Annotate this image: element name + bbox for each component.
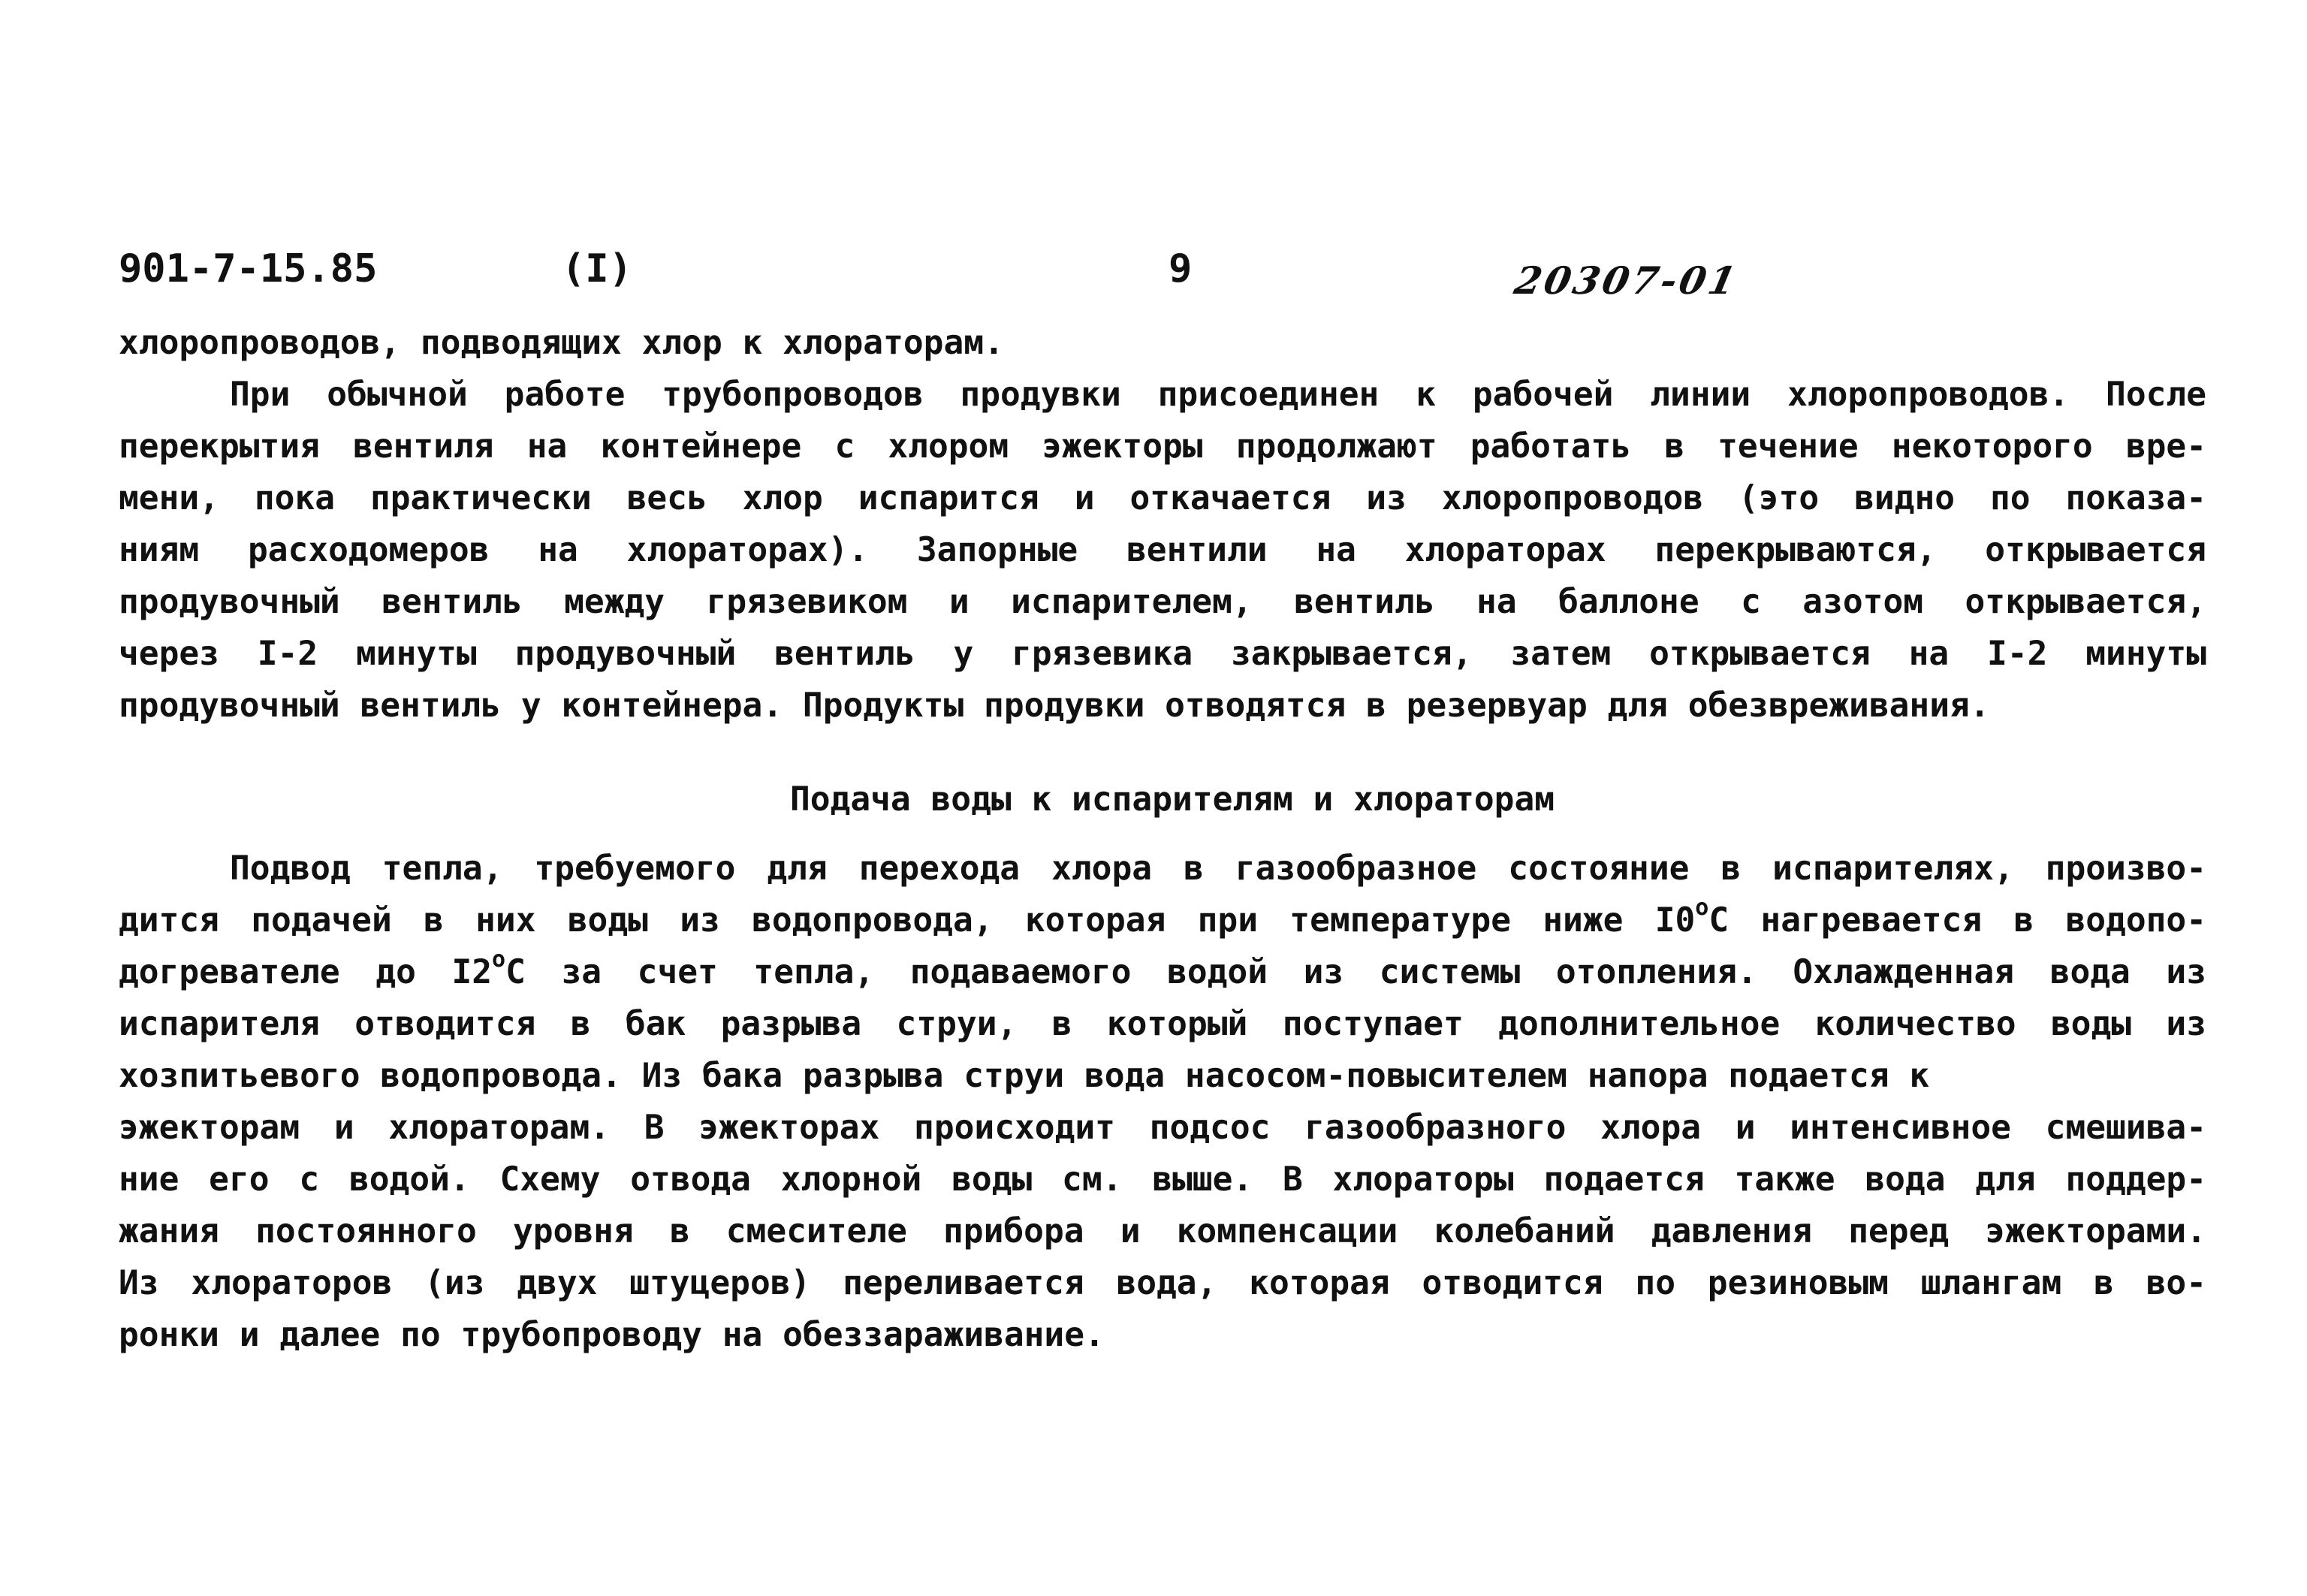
edition-number: (I) <box>562 246 632 291</box>
text-line: продувочный вентиль между грязевиком и испарителем, вентиль на баллоне с азотом открывается, <box>119 583 2206 621</box>
handwritten-inventory-number: 20307-01 <box>1510 258 1743 303</box>
text-segment: догревателе до I2 <box>119 953 493 991</box>
text-line: При обычной работе трубопроводов продувки присоединен к рабочей линии хлоропроводов. После <box>230 376 2206 414</box>
section-heading <box>0 774 2307 825</box>
text-line <box>119 946 2206 998</box>
document-code: 901-7-15.85 <box>119 246 378 291</box>
text-segment: C нагревается в водопо- <box>1708 901 2206 940</box>
page-header <box>119 239 2191 306</box>
degree-superscript: o <box>492 946 506 973</box>
degree-superscript: o <box>1695 895 1709 921</box>
text-line: перекрытия вентиля на контейнере с хлором эжекторы продолжают работать в течение некоторого вре- <box>119 427 2206 466</box>
text-line: продувочный вентиль у контейнера. Продукты продувки отводятся в резервуар для обезвреживания. <box>119 686 1990 725</box>
text-line: ние его с водой. Схему отвода хлорной воды см. выше. В хлораторы подается также вода для поддер- <box>119 1160 2206 1199</box>
section-heading-text: Подача воды к испарителям и хлораторам <box>789 780 1555 819</box>
text-segment: дится подачей в них воды из водопровода, которая при температуре ниже I0 <box>119 901 1696 940</box>
water-supply-text-block <box>119 843 2206 1361</box>
text-line: мени, пока практически весь хлор испарится и откачается из хлоропроводов (это видно по показа- <box>119 479 2206 517</box>
text-line: Из хлораторов (из двух штуцеров) переливается вода, которая отводится по резиновым шлангам в во- <box>119 1264 2206 1302</box>
text-line <box>119 895 2206 946</box>
text-line: хлоропроводов, подводящих хлор к хлораторам. <box>119 324 1004 362</box>
text-line: ниям расходомеров на хлораторах). Запорные вентили на хлораторах перекрываются, открывается <box>119 531 2206 569</box>
text-line: Подвод тепла, требуемого для перехода хлора в газообразное состояние в испарителях, произво- <box>230 849 2206 888</box>
text-line: жания постоянного уровня в смесителе прибора и компенсации колебаний давления перед эжекторами. <box>119 1212 2206 1251</box>
text-line: хозпитьевого водопровода. Из бака разрыва струи вода насосом-повысителем напора подается к <box>119 1057 1930 1095</box>
text-line: испарителя отводится в бак разрыва струи, в который поступает дополнительное количество воды из <box>119 1005 2206 1043</box>
text-line: ронки и далее по трубопроводу на обеззараживание. <box>119 1316 1105 1354</box>
text-line: эжекторам и хлораторам. В эжекторах происходит подсос газообразного хлора и интенсивное смешива- <box>119 1109 2206 1147</box>
text-segment: C за счет тепла, подаваемого водой из системы отопления. Охлажденная вода из <box>505 953 2206 991</box>
text-line: через I-2 минуты продувочный вентиль у грязевика закрывается, затем открывается на I-2 минуты <box>119 635 2206 673</box>
page-number: 9 <box>1169 246 1193 291</box>
purge-text-block <box>119 317 2206 732</box>
